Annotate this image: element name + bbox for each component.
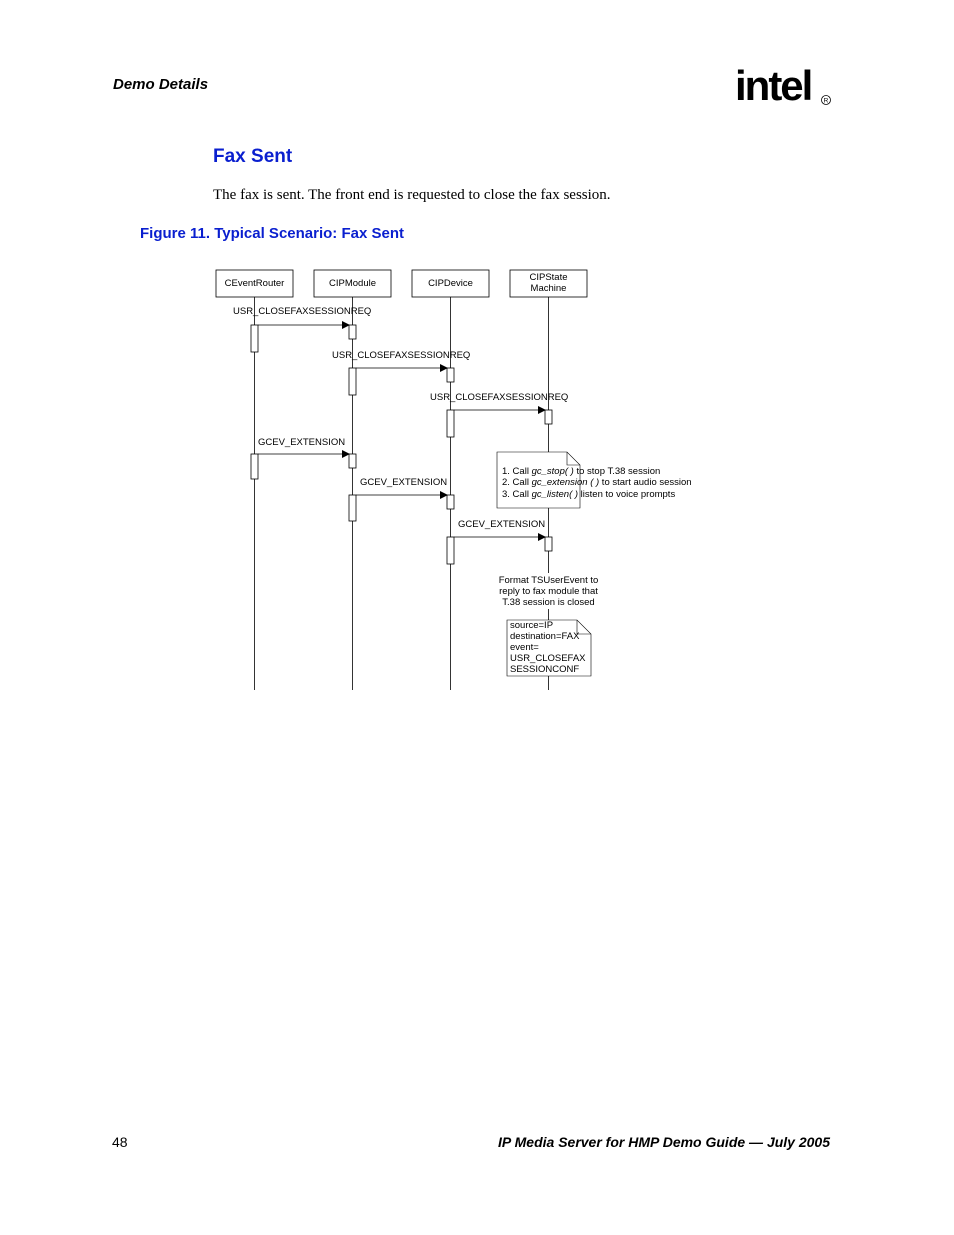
lifeline-box-ceventrouter — [216, 270, 293, 297]
lifeline-label: CIPDevice — [428, 278, 473, 289]
svg-text:Format TSUserEvent to: Format TSUserEvent to — [498, 575, 599, 586]
lifeline-box-cipmodule — [314, 270, 391, 297]
note-state-machine-calls — [497, 452, 692, 508]
svg-text:SESSIONCONF: SESSIONCONF — [510, 664, 580, 675]
message-1 — [233, 306, 371, 325]
message-label: GCEV_EXTENSION — [360, 477, 448, 488]
lifeline-box-cipstatemachine — [510, 270, 587, 297]
running-footer-title: IP Media Server for HMP Demo Guide — July 2005 — [498, 1134, 830, 1150]
svg-text:R: R — [823, 97, 829, 105]
intro-paragraph: The fax is sent. The front end is requested to close the fax session. — [213, 187, 611, 203]
message-5 — [356, 477, 447, 495]
lifeline-label: Machine — [530, 283, 567, 294]
activation-bar — [349, 368, 356, 395]
page-number: 48 — [112, 1134, 128, 1150]
message-label: GCEV_EXTENSION — [458, 519, 546, 530]
lifeline-box-cipdevice — [412, 270, 489, 297]
message-label: USR_CLOSEFAXSESSIONREQ — [233, 306, 372, 317]
running-header-section: Demo Details — [113, 76, 209, 93]
svg-text:destination=FAX: destination=FAX — [510, 631, 580, 642]
svg-text:reply to fax module that: reply to fax module that — [499, 586, 598, 597]
svg-text:T.38 session is closed: T.38 session is closed — [502, 597, 595, 608]
activation-bar — [251, 325, 258, 352]
message-label: USR_CLOSEFAXSESSIONREQ — [332, 350, 471, 361]
activation-bar — [447, 368, 454, 382]
activation-bar — [349, 454, 356, 468]
figure-caption: Figure 11. Typical Scenario: Fax Sent — [140, 225, 404, 242]
activation-bar — [545, 410, 552, 424]
message-4 — [258, 437, 349, 454]
svg-text:event=: event= — [510, 642, 539, 653]
activation-bar — [251, 454, 258, 479]
comment-format-tsuserevent — [497, 573, 601, 609]
svg-text:3. Call gc_listen( ) listen to: 3. Call gc_listen( ) listen to voice prompts — [502, 489, 676, 500]
lifeline-label: CIPModule — [329, 278, 376, 289]
activation-bar — [447, 537, 454, 564]
lifeline-label: CIPState — [529, 272, 568, 283]
activation-bar — [447, 495, 454, 509]
lifeline-label: CEventRouter — [224, 278, 285, 289]
message-label: USR_CLOSEFAXSESSIONREQ — [430, 392, 569, 403]
activation-bar — [447, 410, 454, 437]
activation-bar — [349, 495, 356, 521]
svg-text:1. Call gc_stop( ) to stop T.3: 1. Call gc_stop( ) to stop T.38 session — [502, 466, 661, 477]
message-label: GCEV_EXTENSION — [258, 437, 346, 448]
activation-bar — [545, 537, 552, 551]
svg-text:USR_CLOSEFAX: USR_CLOSEFAX — [510, 653, 586, 664]
message-6 — [454, 519, 545, 537]
section-heading: Fax Sent — [213, 146, 293, 167]
svg-text:2. Call gc_extension ( ) to st: 2. Call gc_extension ( ) to start audio session — [502, 477, 692, 488]
activation-bar — [349, 325, 356, 339]
svg-text:source=IP: source=IP — [510, 620, 554, 631]
svg-text:intel: intel — [735, 62, 812, 109]
note-event-fields — [507, 620, 591, 676]
